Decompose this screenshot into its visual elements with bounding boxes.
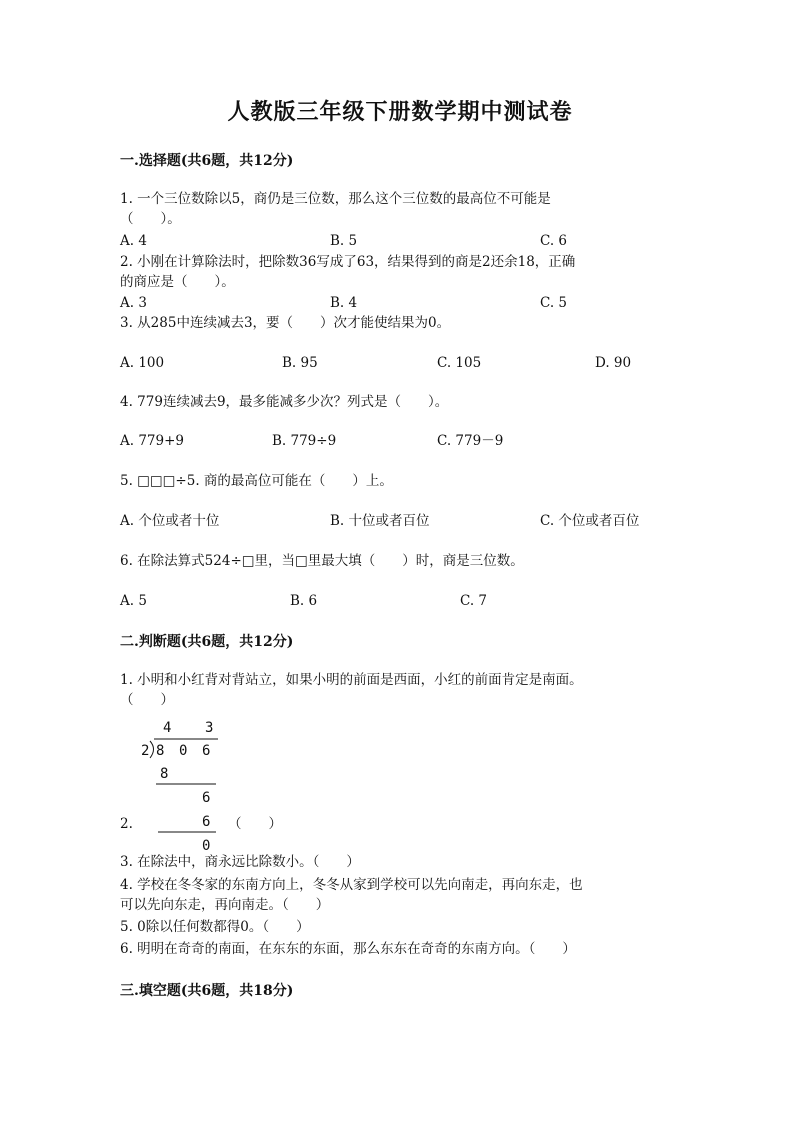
option-a: A. 个位或者十位 — [120, 513, 220, 529]
dividend-digit: 8 — [156, 743, 165, 759]
question-2-1-line1: 1. 小明和小红背对背站立，如果小明的前面是西面，小红的前面肯定是南面。 — [120, 672, 583, 688]
final-remainder: 0 — [202, 838, 211, 852]
question-2-4-line2: 可以先向东走，再向南走。（ ） — [120, 897, 330, 913]
question-1-5: 5. □□□÷5. 商的最高位可能在（ ）上。 — [120, 473, 393, 489]
division-bracket — [150, 741, 154, 758]
question-2-3: 3. 在除法中，商永远比除数小。（ ） — [120, 854, 360, 870]
divisor: 2 — [141, 743, 150, 759]
step-product: 6 — [202, 814, 211, 830]
section-heading-fill-blank: 三.填空题(共6题，共18分) — [120, 983, 294, 999]
dividend-digit: 0 — [179, 743, 188, 759]
option-b: B. 5 — [330, 233, 358, 249]
question-1-1-line2: （ ）。 — [120, 211, 181, 227]
section-heading-judgment: 二.判断题(共6题，共12分) — [120, 634, 294, 650]
question-1-1-line1: 1. 一个三位数除以5，商仍是三位数，那么这个三位数的最高位不可能是 — [120, 191, 551, 207]
option-b: B. 十位或者百位 — [330, 513, 430, 529]
question-2-4-line1: 4. 学校在冬冬家的东南方向上，冬冬从家到学校可以先向南走，再向东走，也 — [120, 877, 583, 893]
option-a: A. 779+9 — [120, 433, 184, 449]
option-a: A. 100 — [120, 355, 165, 371]
question-1-4: 4. 779连续减去9，最多能减多少次？列式是（ ）。 — [120, 394, 449, 410]
question-1-2-line2: 的商应是（ ）。 — [120, 274, 235, 290]
question-1-6: 6. 在除法算式524÷□里，当□里最大填（ ）时，商是三位数。 — [120, 553, 524, 569]
option-a: A. 4 — [120, 233, 147, 249]
section-heading-choice: 一.选择题(共6题，共12分) — [120, 153, 294, 169]
quotient-digit: 3 — [205, 720, 214, 736]
option-b: B. 95 — [282, 355, 318, 371]
question-1-2-line1: 2. 小刚在计算除法时，把除数36写成了63，结果得到的商是2还余18，正确 — [120, 254, 576, 270]
question-2-2-answer-blank: （ ） — [228, 816, 282, 832]
page-title: 人教版三年级下册数学期中测试卷 — [227, 99, 573, 125]
option-a: A. 5 — [120, 593, 147, 609]
question-2-5: 5. 0除以任何数都得0。（ ） — [120, 919, 310, 935]
long-division-figure — [130, 712, 230, 852]
quotient-digit: 4 — [163, 720, 172, 736]
option-a: A. 3 — [120, 295, 147, 311]
option-c: C. 6 — [540, 233, 568, 249]
option-b: B. 4 — [330, 295, 358, 311]
option-b: B. 779÷9 — [272, 433, 337, 449]
option-d: D. 90 — [595, 355, 632, 371]
option-c: C. 5 — [540, 295, 568, 311]
question-2-1-line2: （ ） — [120, 692, 174, 708]
question-1-3: 3. 从285中连续减去3，要（ ）次才能使结果为0。 — [120, 315, 451, 331]
question-2-2-number: 2. — [120, 816, 133, 832]
option-c: C. 个位或者百位 — [540, 513, 640, 529]
dividend-digit: 6 — [202, 743, 211, 759]
question-2-6: 6. 明明在奇奇的南面，在东东的东面，那么东东在奇奇的东南方向。（ ） — [120, 941, 576, 957]
option-c: C. 779－9 — [437, 433, 504, 449]
step-remainder: 6 — [202, 790, 211, 806]
option-b: B. 6 — [290, 593, 318, 609]
option-c: C. 105 — [437, 355, 482, 371]
option-c: C. 7 — [460, 593, 488, 609]
step-product: 8 — [160, 766, 169, 782]
